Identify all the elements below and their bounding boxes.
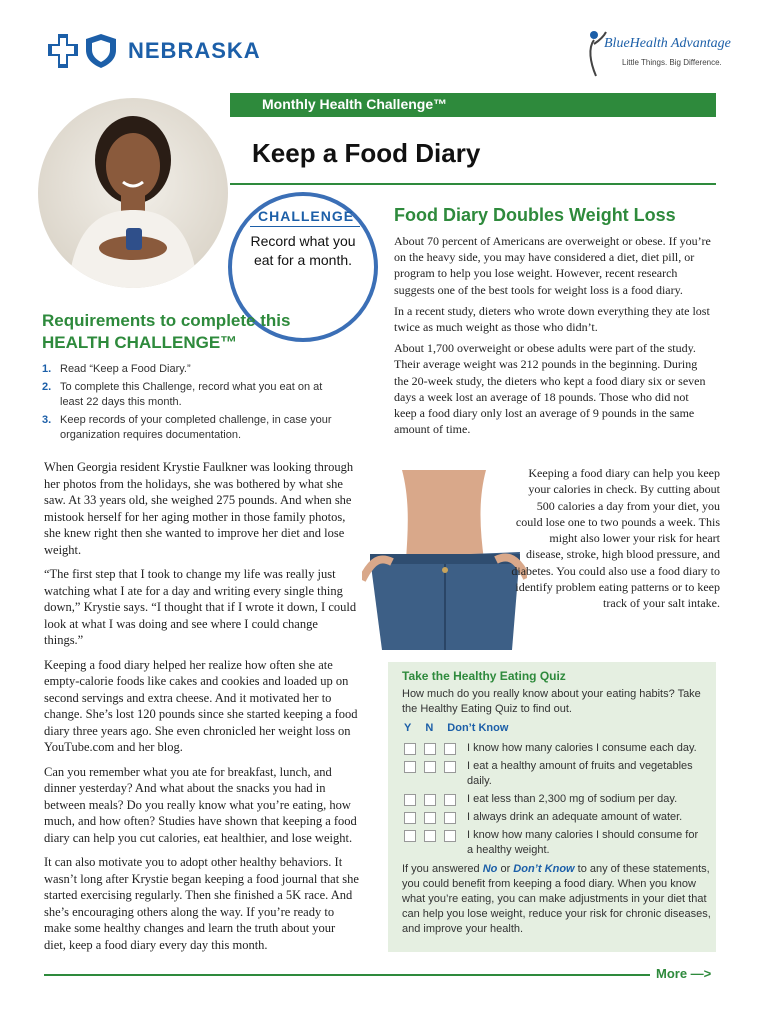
- quiz-footer: [402, 862, 714, 937]
- story-paragraph: It can also motivate you to adopt other healthy behaviors. It wasn’t long after Krystie began keeping a food journal that she started exercising regularly. Then she finished a 5K race. And she’s encouraging others along the way. If you’re ready to make some healthy changes and learn the truth about your diet, keep a food diary every day this month.: [44, 855, 359, 952]
- story-paragraph: When Georgia resident Krystie Faulkner was looking through her photos from the holidays, she was bothered by what she saw. At 33 years old, she weighed 275 pounds. And when she mistook herself for her aging mother in those family photos, she knew right then she wanted to improve her diet and lose weight.: [44, 460, 354, 557]
- no-checkbox[interactable]: [424, 830, 436, 842]
- right-paragraph: About 70 percent of Americans are overweight or obese. If you’re on the heavy side, you may have considered a diet, diet pill, or program to help you lose weight. However, recent research suggests one of the best tools for weight loss is a food diary.: [394, 234, 711, 297]
- quiz-intro: How much do you really know about your eating habits? Take the Healthy Eating Quiz to find out.: [402, 688, 701, 715]
- challenge-divider: [250, 226, 360, 227]
- quiz-question-row: [404, 828, 703, 857]
- brand-tagline: Little Things. Big Difference.: [622, 58, 722, 67]
- requirement-item: [42, 413, 342, 443]
- no-checkbox[interactable]: [424, 794, 436, 806]
- requirement-text: To complete this Challenge, record what you eat on at least 22 days this month.: [60, 381, 323, 408]
- blue-cross-icon: [48, 34, 78, 68]
- dont-know-checkbox[interactable]: [444, 761, 456, 773]
- quiz-question-text: I know how many calories I consume each day.: [467, 742, 697, 754]
- challenge-label: CHALLENGE: [258, 208, 355, 224]
- org-name: NEBRASKA: [128, 38, 261, 63]
- yes-checkbox[interactable]: [404, 830, 416, 842]
- dont-know-checkbox[interactable]: [444, 830, 456, 842]
- quiz-footer-or: or: [497, 863, 514, 875]
- no-checkbox[interactable]: [424, 743, 436, 755]
- quiz-question-row: [404, 792, 703, 807]
- quiz-question-text: I eat a healthy amount of fruits and vegetables daily.: [467, 760, 693, 787]
- quiz-question-row: [404, 810, 703, 825]
- bcbs-nebraska-logo: [48, 30, 261, 72]
- requirements-heading: Requirements to complete this HEALTH CHALLENGE™: [42, 311, 291, 352]
- yes-checkbox[interactable]: [404, 743, 416, 755]
- right-paragraph: About 1,700 overweight or obese adults were part of the study. Their average weight was 212 pounds in the beginning. During the 20-week study, the dieters who kept a food diary six or seven days a week lost an average of 18 pounds. Those who did not keep a food diary only lost an average of 9 pounds in the same amount of time.: [394, 341, 706, 437]
- dont-know-checkbox[interactable]: [444, 812, 456, 824]
- quiz-footer-prefix: If you answered: [402, 863, 483, 875]
- quiz-question-text: I always drink an adequate amount of water.: [467, 811, 683, 823]
- quiz-footer-no: No: [482, 863, 498, 875]
- quiz-col-no: N: [425, 722, 434, 734]
- quiz-col-yes: Y: [404, 722, 412, 734]
- requirement-text: Keep records of your completed challenge, in case your organization requires documentation.: [60, 414, 332, 441]
- quiz-question-row: [404, 741, 703, 756]
- requirement-item: [42, 380, 342, 410]
- challenge-text: Record what you eat for a month.: [250, 233, 356, 268]
- no-checkbox[interactable]: [424, 761, 436, 773]
- footer-divider: [44, 974, 650, 976]
- quiz-col-dont-know: Don’t Know: [447, 722, 509, 734]
- woman-photo: [38, 98, 228, 288]
- blue-shield-icon: [86, 34, 116, 68]
- banner-subtitle: Monthly Health Challenge™: [262, 96, 448, 112]
- yes-checkbox[interactable]: [404, 812, 416, 824]
- brand-name: BlueHealth Advantage: [604, 36, 731, 51]
- dont-know-checkbox[interactable]: [444, 743, 456, 755]
- quiz-title: Take the Healthy Eating Quiz: [402, 669, 566, 683]
- quiz-footer-dont-know: Don’t Know: [513, 863, 575, 875]
- quiz-question-row: [404, 759, 703, 788]
- bluehealth-advantage-logo: [584, 28, 731, 78]
- quiz-column-headers: [404, 722, 508, 734]
- requirement-number: 2.: [42, 381, 52, 393]
- requirement-text: Read “Keep a Food Diary.”: [60, 363, 191, 375]
- woman-with-phone-illustration: [38, 98, 228, 288]
- yes-checkbox[interactable]: [404, 761, 416, 773]
- requirement-item: [42, 362, 342, 377]
- loose-jeans-photo: [362, 470, 527, 650]
- requirement-number: 1.: [42, 363, 52, 375]
- no-checkbox[interactable]: [424, 812, 436, 824]
- yes-checkbox[interactable]: [404, 794, 416, 806]
- more-link[interactable]: More —>: [656, 966, 712, 981]
- dont-know-checkbox[interactable]: [444, 794, 456, 806]
- requirements-list: [42, 362, 342, 446]
- quiz-question-text: I know how many calories I should consume for a healthy weight.: [467, 829, 699, 856]
- quiz-question-text: I eat less than 2,300 mg of sodium per day.: [467, 793, 678, 805]
- right-heading: Food Diary Doubles Weight Loss: [394, 205, 676, 225]
- story-paragraph: Can you remember what you ate for breakfast, lunch, and dinner yesterday? And what about the snacks you had in between meals? Do you really know what you’re eating, how much, and how often? Studies have shown that keeping a food diary can help you cut calories, eat healthier, and lose weight.: [44, 764, 357, 845]
- right-paragraph: In a recent study, dieters who wrote down everything they ate lost twice as much weight as those who didn’t.: [394, 303, 710, 335]
- right-column: [394, 233, 714, 442]
- story-paragraph: Keeping a food diary helped her realize how often she ate empty-calorie foods like cakes and cookies and loaded up on second servings and extra cheese. And it motivated her to change. She’s lost 120 pounds since she started keeping a food diary three years ago. She even chronicled her weight loss on YouTube.com and her blog.: [44, 657, 358, 754]
- story-paragraph: “The first step that I took to change my life was really just watching what I ate for a day and writing every single thing down,” Krystie says. “I thought that if I wrote it down, I could look at what I was doing and see where I could change things.”: [44, 567, 357, 647]
- keeping-paragraph: Keeping a food diary can help you keep your calories in check. By cutting about 500 calories a day from your diet, you could lose one to two pounds a week. This might also lower your risk for heart disease, stroke, high blood pressure, and diabetes. You could also use a food diary to identify problem eating patterns or to keep track of your salt intake.: [511, 466, 720, 611]
- loose-jeans-illustration: [362, 470, 527, 650]
- story-column: [44, 459, 360, 961]
- requirement-number: 3.: [42, 414, 52, 426]
- quiz-footer-rest: to any of these statements, you could benefit from keeping a food diary. When you know what you’re eating, you can make adjustments in your diet that can help you lose weight, reduce your risk for chronic diseases, and improve your health.: [402, 863, 711, 935]
- page-title: Keep a Food Diary: [252, 138, 481, 168]
- title-divider: [230, 183, 716, 185]
